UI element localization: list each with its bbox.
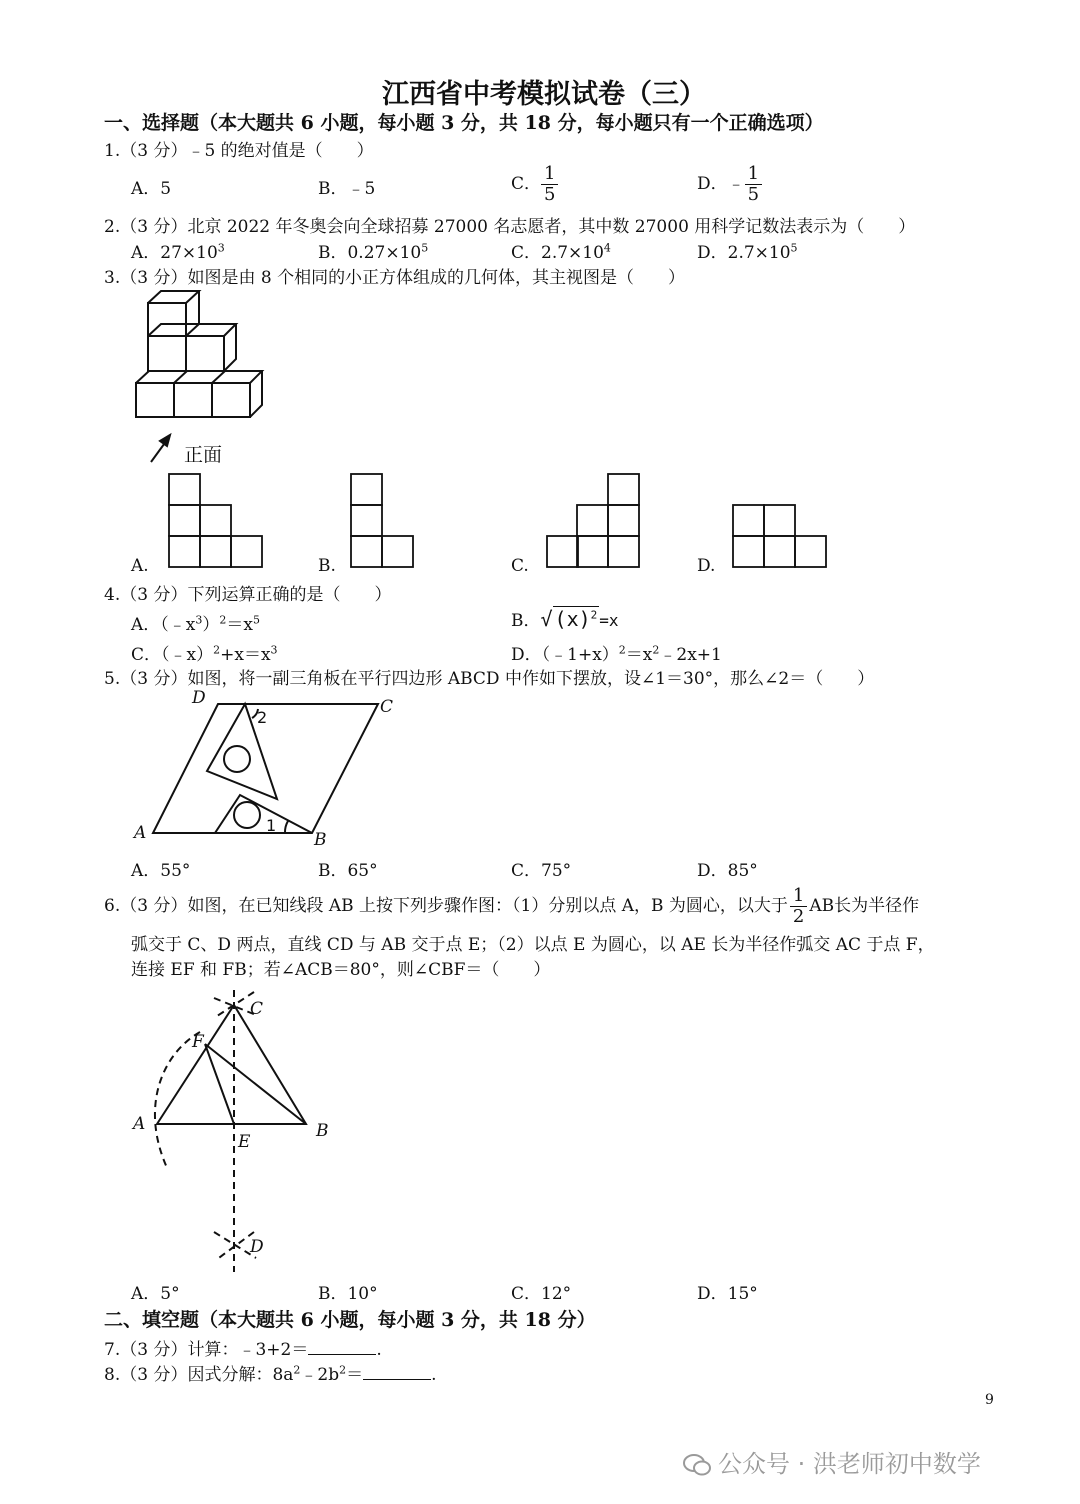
q5-angle-1: 1 [266, 816, 277, 835]
q6-label-F: F [192, 1032, 204, 1052]
q3-option-d: D. [697, 556, 716, 576]
front-view-label: 正面 [184, 444, 223, 466]
q6-option-b: B．10° [318, 1284, 378, 1304]
q2-option-a: A．$27\times 10^3$ [131, 241, 225, 263]
q5-label-B: B [314, 830, 327, 850]
q1-option-a: A．5 [131, 179, 172, 199]
question-1-stem: 1.（3 分）﹣5 的绝对值是（ ） [104, 141, 374, 161]
question-5-stem: 5.（3 分）如图，将一副三角板在平行四边形 ABCD 中作如下摆放，设∠1＝30°，那么∠2＝（ ） [104, 669, 875, 689]
question-2-stem: 2.（3 分）北京 2022 年冬奥会向全球招募 27000 名志愿者，其中数 27000 用科学记数法表示为（ ） [104, 217, 916, 237]
question-4-stem: 4.（3 分）下列运算正确的是（ ） [104, 585, 392, 605]
q6-label-B: B [316, 1121, 329, 1141]
q3-option-a: A. [131, 556, 149, 576]
question-6-line-3: 连接 EF 和 FB；若∠ACB＝80°，则∠CBF＝（ ） [131, 960, 551, 980]
q4-option-c: C．$(﹣x)^2+x=x^3$ [131, 643, 278, 665]
q1-option-c: C． $\frac{1}{5}$ [511, 164, 558, 205]
watermark [682, 1444, 981, 1479]
q7-answer-blank[interactable] [308, 1338, 376, 1355]
page-number: 9 [985, 1392, 994, 1408]
q5-angle-2: 2 [257, 708, 268, 727]
question-3-stem: 3.（3 分）如图是由 8 个相同的小正方体组成的几何体，其主视图是（ ） [104, 268, 686, 288]
question-8: 8.（3 分）因式分解：$8a^2﹣2b^2=$ . [104, 1363, 437, 1385]
q2-option-b: B．$0.27\times 10^5$ [318, 241, 429, 263]
section-heading-choice: 一、选择题（本大题共 6 小题，每小题 3 分，共 18 分，每小题只有一个正确选项） [104, 112, 824, 134]
q5-option-d: D．85° [697, 861, 758, 881]
wechat-icon [682, 1452, 712, 1478]
question-6-line-1: 6.（3 分）如图，在已知线段 AB 上按下列步骤作图：（1）分别以点 A，B 为圆心，以大于 $\frac{1}{2}$ AB长为半径作 [104, 885, 920, 927]
q5-option-a: A．55° [131, 861, 191, 881]
q6-option-a: A．5° [131, 1284, 180, 1304]
q4-option-d: D．$(﹣1+x)^2=x^2﹣2x+1$ [511, 643, 722, 665]
q6-label-E: E [238, 1132, 251, 1152]
q4-option-b: B．√ $(x)^2 =x$ [511, 607, 619, 631]
q6-option-d: D．15° [697, 1284, 758, 1304]
q5-label-D: D [192, 688, 206, 708]
q6-label-D: D [250, 1237, 264, 1257]
q6-option-c: C．12° [511, 1284, 572, 1304]
q5-option-b: B．65° [318, 861, 378, 881]
q6-label-C: C [250, 999, 264, 1019]
q5-label-A: A [134, 823, 147, 843]
question-6-line-2: 弧交于 C、D 两点，直线 CD 与 AB 交于点 E；（2）以点 E 为圆心，以 AE 长为半径作弧交 AC 于点 F， [131, 935, 935, 955]
q2-option-d: D．$2.7\times 10^5$ [697, 241, 798, 263]
q4-option-a: A．$(﹣x^3)^2=x^5$ [131, 613, 260, 635]
page-title: 江西省中考模拟试卷（三） [382, 79, 706, 110]
question-7: 7.（3 分）计算：﹣3+2＝ . [104, 1340, 382, 1360]
q8-answer-blank[interactable] [363, 1363, 431, 1380]
q5-label-C: C [380, 697, 394, 717]
q3-option-c: C. [511, 556, 529, 576]
q1-option-d: D．﹣ $\frac{1}{5}$ [697, 164, 762, 205]
q6-label-A: A [133, 1114, 146, 1134]
q1-option-b: B．﹣5 [318, 179, 376, 199]
watermark-text: 公众号 · 洪老师初中数学 [718, 1450, 981, 1478]
q5-option-c: C．75° [511, 861, 572, 881]
q3-option-b: B. [318, 556, 336, 576]
q2-option-c: C．$2.7\times 10^4$ [511, 241, 611, 263]
section-heading-fill-blank: 二、填空题（本大题共 6 小题，每小题 3 分，共 18 分） [104, 1309, 596, 1331]
